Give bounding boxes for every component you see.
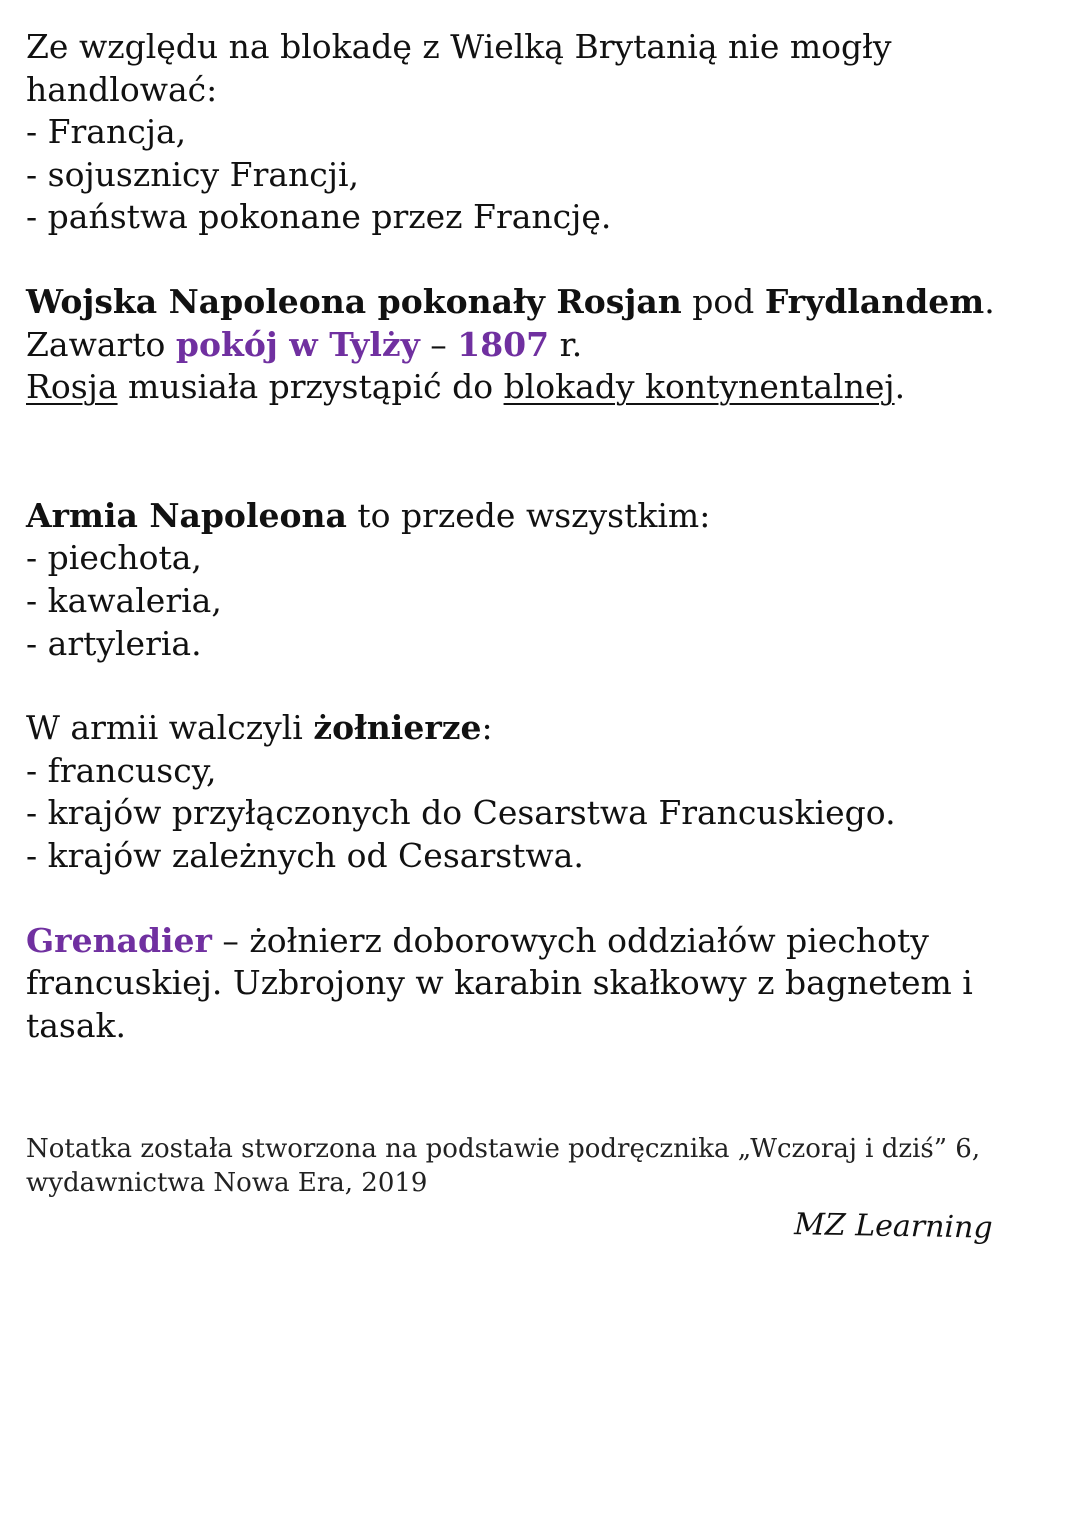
list-item: - piechota, bbox=[26, 538, 202, 578]
bold-phrase: żołnierze bbox=[313, 708, 482, 748]
text-fragment: . bbox=[894, 367, 906, 407]
list-item: - sojusznicy Francji, bbox=[26, 154, 360, 194]
list-item: - państwa pokonane przez Francję. bbox=[26, 197, 612, 237]
footnote-line-2: wydawnictwa Nowa Era, 2019 bbox=[26, 1168, 428, 1198]
text-fragment: Zawarto bbox=[26, 324, 176, 364]
list-item: - artyleria. bbox=[26, 623, 202, 663]
signature bbox=[790, 1204, 1020, 1264]
signature-graphic bbox=[790, 1204, 1020, 1264]
blockade-intro-line-2: handlować: bbox=[26, 69, 218, 109]
tilsit-line bbox=[26, 324, 1056, 367]
text-fragment: musiała przystąpić do bbox=[117, 367, 504, 407]
army-heading-line bbox=[26, 495, 1056, 538]
friedland-section bbox=[26, 281, 1056, 409]
list-item: - krajów przyłączonych do Cesarstwa Francuskiego. bbox=[26, 793, 896, 833]
grenadier-line-3: tasak. bbox=[26, 1005, 127, 1045]
signature-text: MZ Learning bbox=[793, 1207, 993, 1246]
text-fragment: r. bbox=[549, 324, 583, 364]
underlined-blockade: blokady kontynentalnej bbox=[503, 367, 895, 407]
note-body bbox=[26, 26, 1056, 1047]
bold-phrase: Wojska Napoleona pokonały Rosjan bbox=[26, 281, 682, 321]
source-footnote bbox=[26, 1132, 1066, 1200]
text-fragment: – żołnierz doborowych oddziałów piechoty bbox=[211, 920, 929, 960]
bold-phrase: Armia Napoleona bbox=[26, 495, 347, 535]
list-item: - Francja, bbox=[26, 112, 187, 152]
blockade-section bbox=[26, 26, 1056, 239]
text-fragment: pod bbox=[681, 281, 765, 321]
text-fragment: W armii walczyli bbox=[26, 708, 314, 748]
friedland-line bbox=[26, 281, 1056, 324]
highlight-term: Grenadier bbox=[26, 920, 212, 960]
army-section bbox=[26, 495, 1056, 665]
list-item: - kawaleria, bbox=[26, 580, 222, 620]
russia-line bbox=[26, 366, 1056, 409]
list-item: - krajów zależnych od Cesarstwa. bbox=[26, 835, 584, 875]
blockade-intro-line-1: Ze względu na blokadę z Wielką Brytanią nie mogły bbox=[26, 27, 892, 66]
text-fragment: . bbox=[984, 281, 995, 321]
list-item: - francuscy, bbox=[26, 750, 217, 790]
highlight-year: 1807 bbox=[457, 324, 550, 364]
text-fragment: : bbox=[481, 708, 493, 748]
footnote-line-1: Notatka została stworzona na podstawie podręcznika „Wczoraj i dziś” 6, bbox=[26, 1134, 981, 1164]
grenadier-section bbox=[26, 920, 1056, 1048]
soldiers-heading-line bbox=[26, 707, 1056, 750]
highlight-treaty: pokój w Tylży bbox=[175, 324, 420, 364]
grenadier-line-2: francuskiej. Uzbrojony w karabin skałkowy z bagnetem i bbox=[26, 963, 973, 1003]
grenadier-line-1 bbox=[26, 920, 1056, 963]
text-fragment: to przede wszystkim: bbox=[346, 495, 711, 535]
soldiers-section bbox=[26, 707, 1056, 877]
text-fragment: – bbox=[419, 324, 458, 364]
bold-place: Frydlandem bbox=[764, 281, 985, 321]
underlined-russia: Rosja bbox=[26, 367, 118, 407]
